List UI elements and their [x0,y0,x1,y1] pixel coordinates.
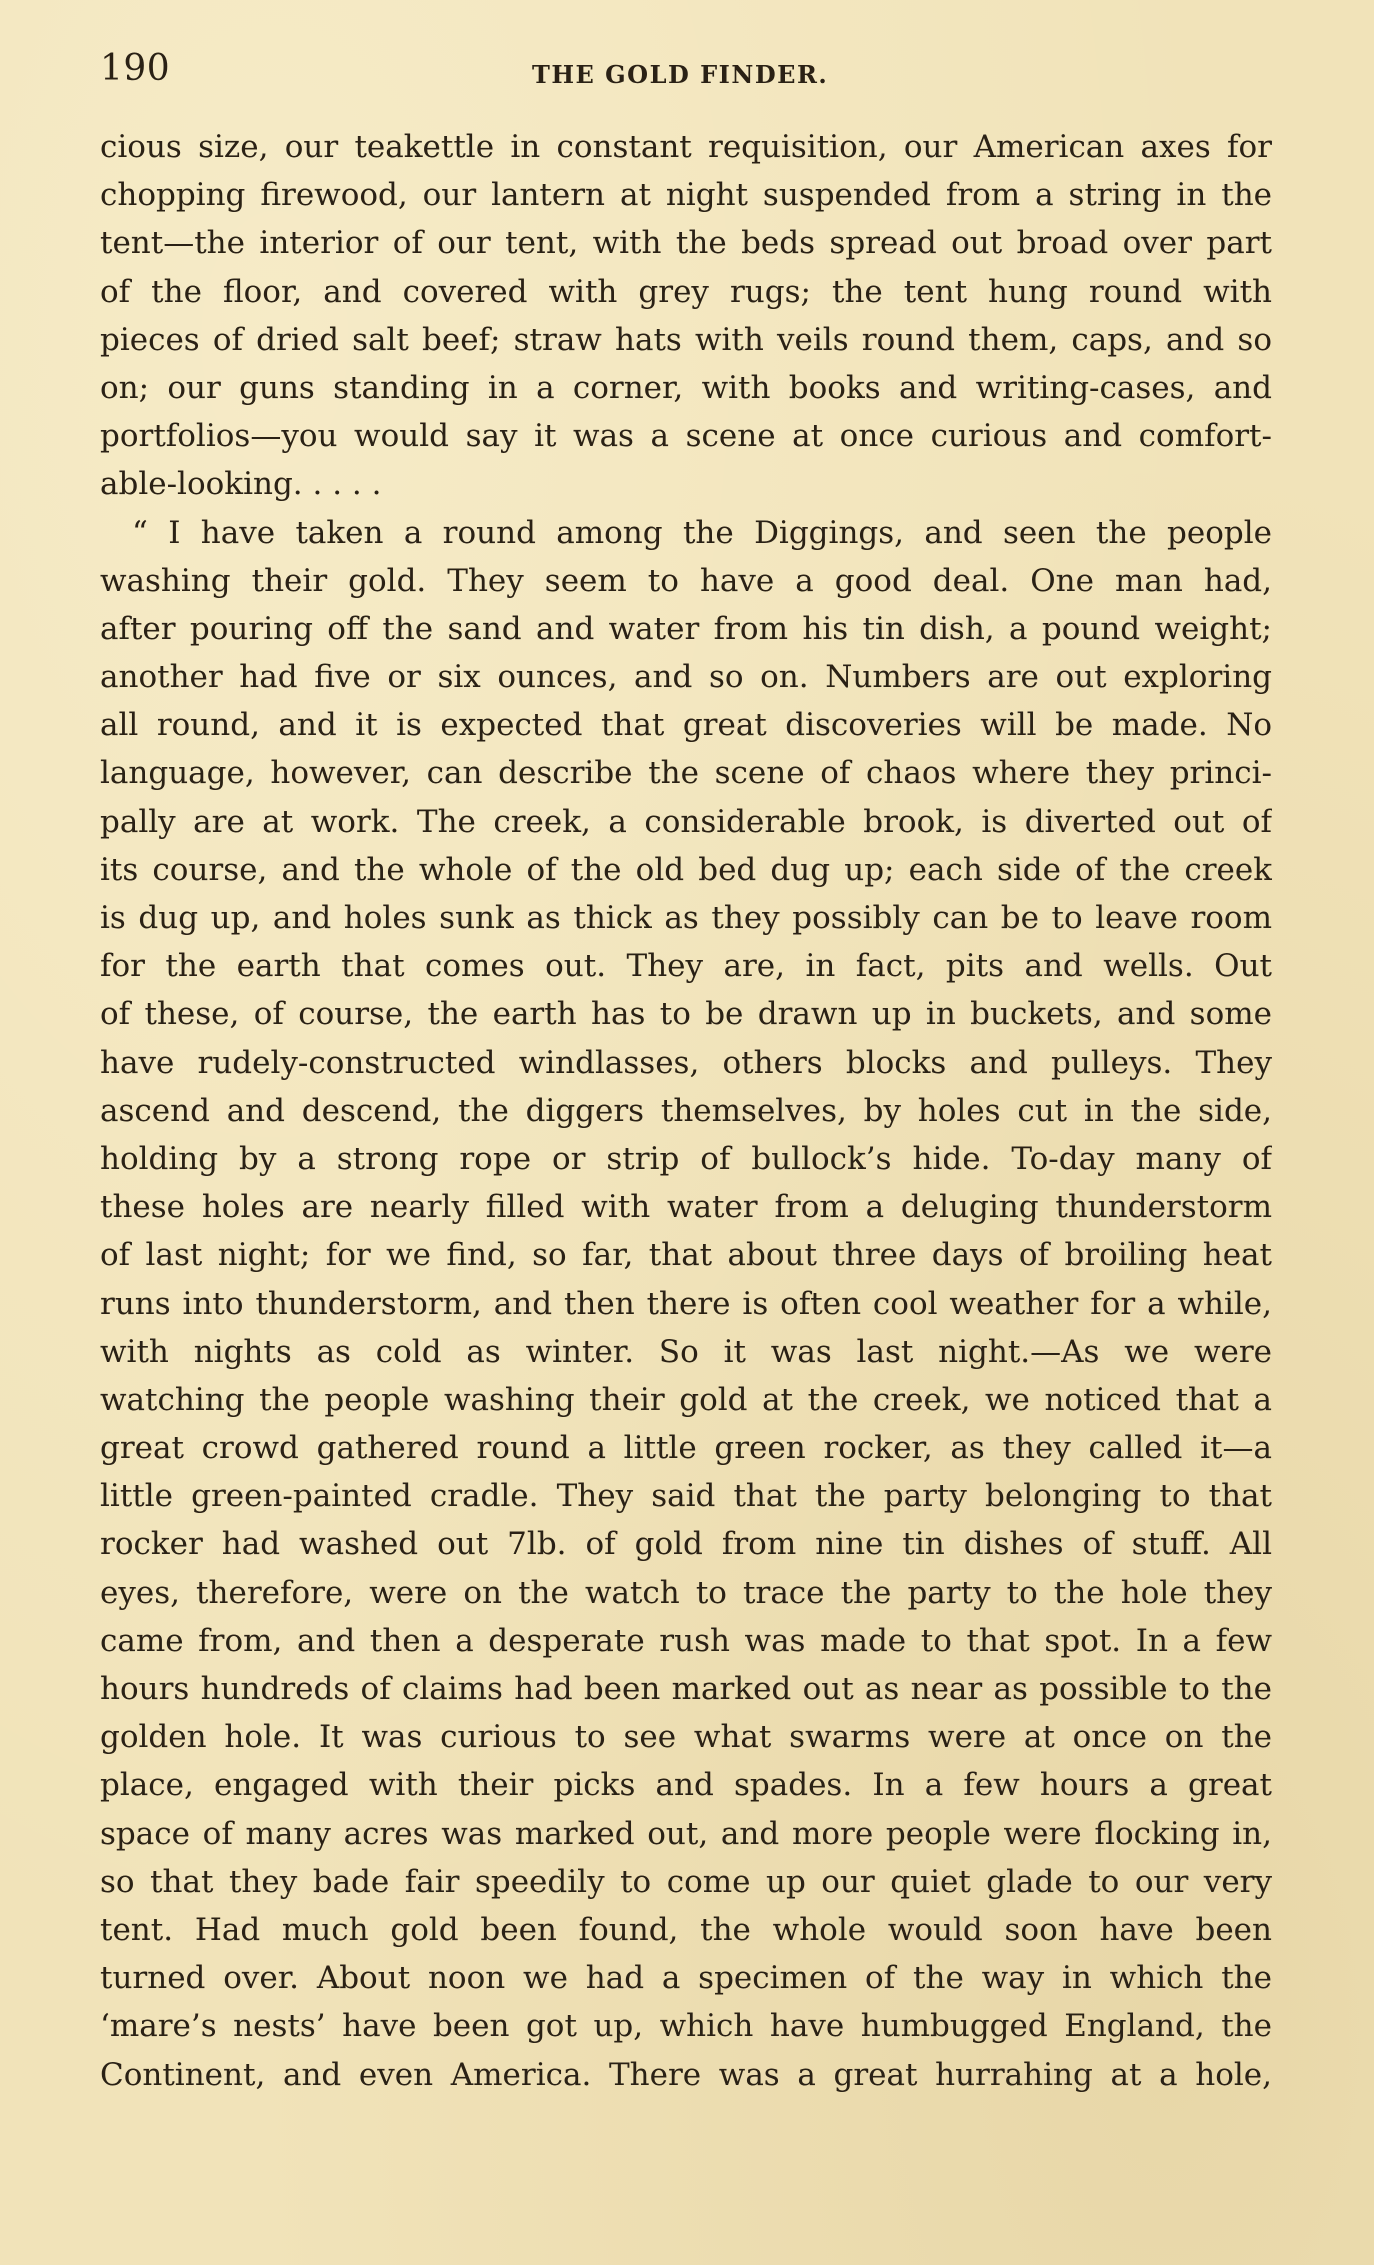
running-title: THE GOLD FINDER. [532,60,829,89]
text-line: holding by a strong rope or strip of bullock’s hide. To-day many of [100,1140,1272,1177]
text-line: of these, of course, the earth has to be drawn up in buckets, and some [100,996,1272,1033]
text-line: for the earth that comes out. They are, in fact, pits and wells. Out [100,948,1272,985]
text-line: pieces of dried salt beef; straw hats with veils round them, caps, and so [100,321,1272,358]
text-line: pally are at work. The creek, a considerable brook, is diverted out of [100,803,1272,840]
text-line: on; our guns standing in a corner, with books and writing-cases, and [100,369,1272,406]
paragraph-start-line: “ I have taken a round among the Diggings, and seen the people [132,514,1272,551]
text-line: Continent, and even America. There was a great hurrahing at a hole, [100,2056,1272,2093]
text-line: with nights as cold as winter. So it was last night.—As we were [100,1333,1272,1370]
body-text [100,123,1272,2099]
text-line: golden hole. It was curious to see what swarms were at once on the [100,1719,1272,1756]
text-line: cious size, our teakettle in constant requisition, our American axes for [100,129,1272,165]
running-head [100,48,1272,100]
text-line: of last night; for we find, so far, that about three days of broiling heat [100,1237,1272,1274]
text-line: great crowd gathered round a little green rocker, as they called it—a [100,1430,1272,1467]
text-line: language, however, can describe the scene of chaos where they princi- [100,755,1272,792]
page-number: 190 [100,48,171,89]
text-line: of the floor, and covered with grey rugs; the tent hung round with [100,273,1272,310]
text-line: tent. Had much gold been found, the whole would soon have been [100,1911,1272,1948]
text-line: turned over. About noon we had a specimen of the way in which the [100,1960,1272,1997]
text-line: washing their gold. They seem to have a good deal. One man had, [100,562,1272,599]
text-line: all round, and it is expected that great discoveries will be made. No [100,707,1272,744]
text-line: so that they bade fair speedily to come up our quiet glade to our very [100,1863,1272,1900]
text-line: hours hundreds of claims had been marked out as near as possible to the [100,1671,1272,1707]
text-line: ‘mare’s nests’ have been got up, which have humbugged England, the [100,2008,1272,2045]
text-line: came from, and then a desperate rush was made to that spot. In a few [100,1622,1272,1659]
text-line: these holes are nearly filled with water from a deluging thunderstorm [100,1189,1272,1226]
text-line: another had five or six ounces, and so on. Numbers are out exploring [100,659,1272,696]
text-line: chopping firewood, our lantern at night suspended from a string in the [100,177,1272,214]
text-line: portfolios—you would say it was a scene at once curious and comfort- [100,418,1272,455]
text-line: after pouring off the sand and water from his tin dish, a pound weight; [100,610,1272,647]
text-line: its course, and the whole of the old bed dug up; each side of the creek [100,851,1272,888]
text-line: able-looking. . . . . [100,466,382,503]
text-line: have rudely-constructed windlasses, others blocks and pulleys. They [100,1044,1272,1081]
text-line: tent—the interior of our tent, with the beds spread out broad over part [100,225,1272,262]
text-line: rocker had washed out 7lb. of gold from nine tin dishes of stuff. All [100,1526,1272,1563]
text-line: little green-painted cradle. They said that the party belonging to that [100,1478,1272,1515]
text-line: runs into thunderstorm, and then there is often cool weather for a while, [100,1285,1272,1322]
text-line: space of many acres was marked out, and more people were flocking in, [100,1815,1272,1852]
text-line: watching the people washing their gold at the creek, we noticed that a [100,1381,1272,1418]
text-line: eyes, therefore, were on the watch to trace the party to the hole they [100,1574,1272,1611]
text-line: ascend and descend, the diggers themselves, by holes cut in the side, [100,1092,1272,1129]
text-line: place, engaged with their picks and spades. In a few hours a great [100,1767,1272,1804]
text-line: is dug up, and holes sunk as thick as they possibly can be to leave room [100,900,1272,936]
